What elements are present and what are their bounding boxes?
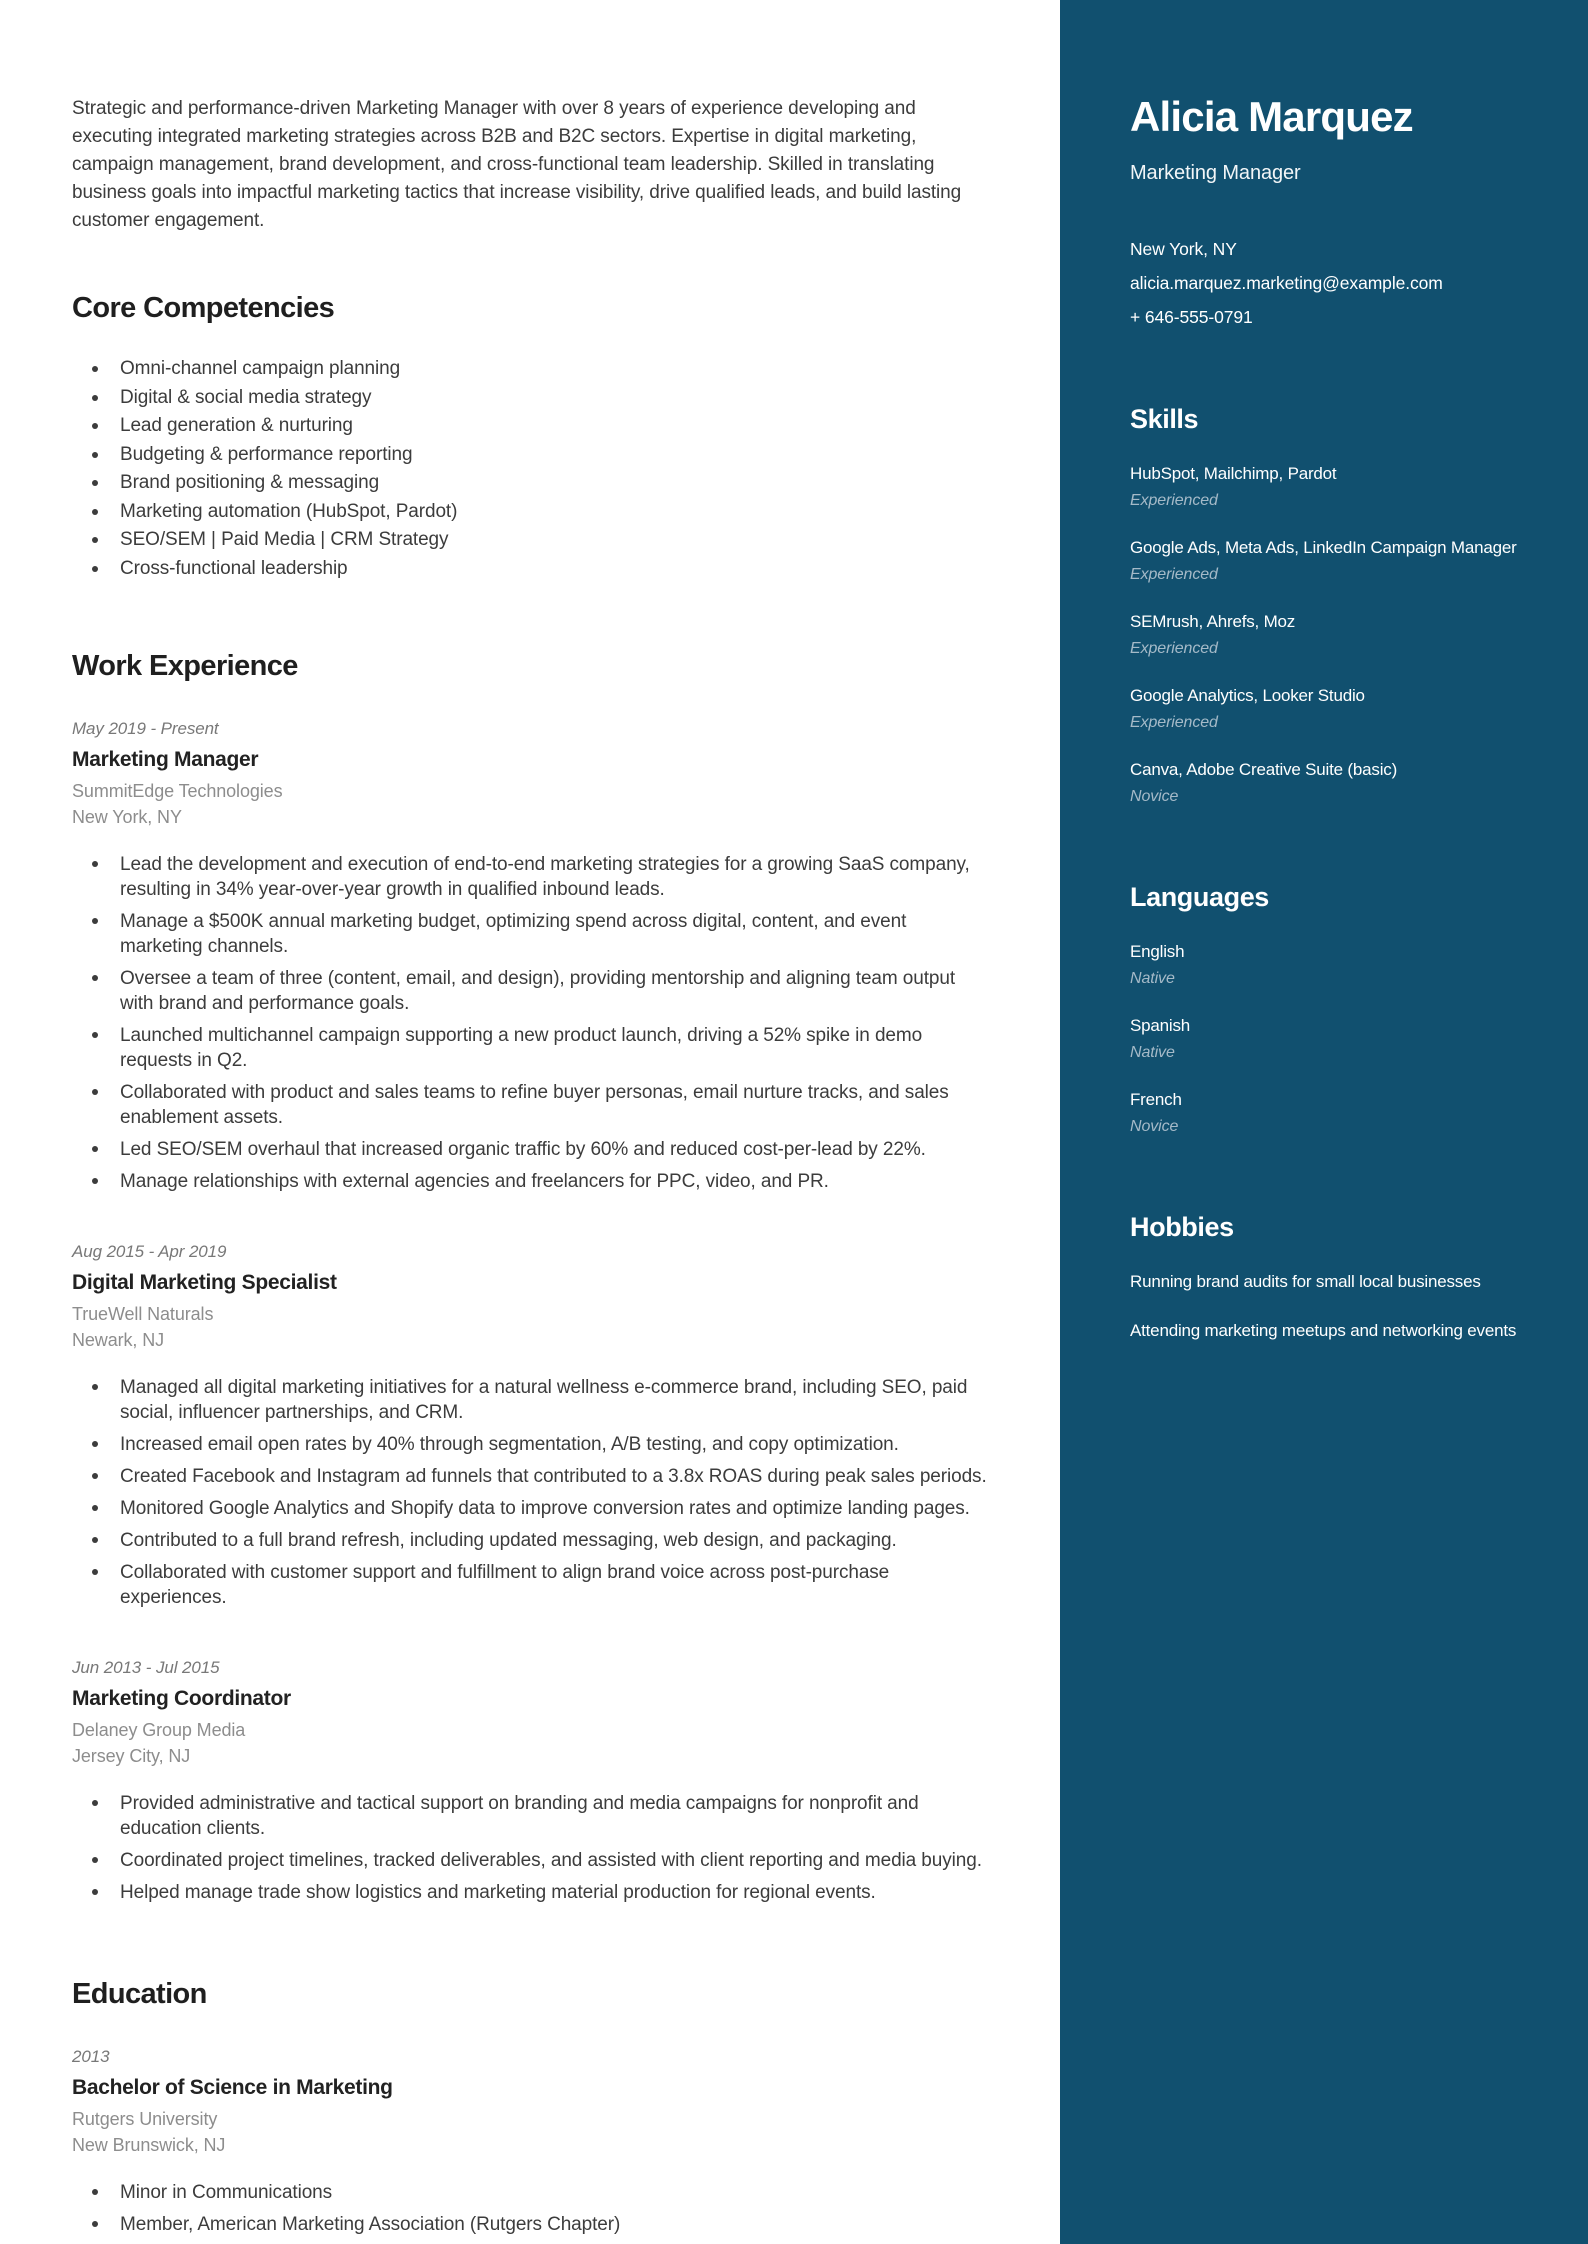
language-group [1130, 1014, 1524, 1062]
skill-group [1130, 610, 1524, 658]
section-title-skills: Skills [1130, 404, 1199, 434]
education-bullet: Minor in Communications [72, 2180, 992, 2205]
section-title-hobbies: Hobbies [1130, 1212, 1234, 1242]
job-dates: May 2019 - Present [72, 719, 219, 738]
job-bullet: Created Facebook and Instagram ad funnels that contributed to a 3.8x ROAS during peak sales periods. [72, 1464, 992, 1489]
skill-level: Novice [1130, 788, 1179, 805]
skill-level: Experienced [1130, 640, 1218, 657]
job-company: Delaney Group Media [72, 1720, 246, 1740]
job-bullet: Led SEO/SEM overhaul that increased organic traffic by 60% and reduced cost-per-lead by 22%. [72, 1137, 992, 1162]
person-name: Alicia Marquez [1130, 93, 1413, 140]
language-group [1130, 1088, 1524, 1136]
job-bullet: Collaborated with product and sales teams to refine buyer personas, email nurture tracks, and sales enablement assets. [72, 1080, 992, 1130]
job-bullet-list [72, 1375, 992, 1610]
person-job-title: Marketing Manager [1130, 162, 1301, 184]
language-name: English [1130, 942, 1185, 961]
job-company: TrueWell Naturals [72, 1304, 214, 1324]
skill-name: SEMrush, Ahrefs, Moz [1130, 612, 1296, 631]
skill-name: Google Ads, Meta Ads, LinkedIn Campaign Manager [1130, 538, 1517, 557]
job-bullet: Oversee a team of three (content, email, and design), providing mentorship and aligning team output with brand and performance goals. [72, 966, 992, 1016]
job-bullet: Launched multichannel campaign supporting a new product launch, driving a 52% spike in demo requests in Q2. [72, 1023, 992, 1073]
education-degree: Bachelor of Science in Marketing [72, 2076, 393, 2099]
job-entry [72, 1242, 992, 1610]
job-dates: Jun 2013 - Jul 2015 [72, 1658, 220, 1677]
job-title: Marketing Coordinator [72, 1687, 291, 1710]
skill-level: Experienced [1130, 492, 1218, 509]
competency-item: SEO/SEM | Paid Media | CRM Strategy [72, 526, 992, 555]
job-bullet: Helped manage trade show logistics and marketing material production for regional events. [72, 1880, 992, 1905]
job-bullet: Collaborated with customer support and fulfillment to align brand voice across post-purchase experiences. [72, 1560, 992, 1610]
language-name: French [1130, 1090, 1182, 1109]
main-column [72, 0, 992, 2244]
job-bullet: Monitored Google Analytics and Shopify data to improve conversion rates and optimize landing pages. [72, 1496, 992, 1521]
job-title: Marketing Manager [72, 748, 259, 771]
job-title: Digital Marketing Specialist [72, 1271, 337, 1294]
competency-item: Digital & social media strategy [72, 384, 992, 413]
job-bullet: Contributed to a full brand refresh, including updated messaging, web design, and packaging. [72, 1528, 992, 1553]
job-bullet: Provided administrative and tactical support on branding and media campaigns for nonprofit and education clients. [72, 1791, 992, 1841]
job-location: Jersey City, NJ [72, 1746, 191, 1766]
competency-item: Lead generation & nurturing [72, 412, 992, 441]
contact-phone: + 646-555-0791 [1130, 307, 1253, 327]
contact-block [1130, 239, 1524, 328]
job-entry [72, 719, 992, 1194]
section-title-core-competencies: Core Competencies [72, 292, 335, 324]
hobby-item: Attending marketing meetups and networking events [1130, 1321, 1517, 1340]
language-group [1130, 940, 1524, 988]
competency-item: Brand positioning & messaging [72, 469, 992, 498]
job-bullet-list [72, 852, 992, 1194]
language-name: Spanish [1130, 1016, 1191, 1035]
job-bullet: Manage a $500K annual marketing budget, optimizing spend across digital, content, and event marketing channels. [72, 909, 992, 959]
job-dates: Aug 2015 - Apr 2019 [72, 1242, 227, 1261]
education-dates: 2013 [72, 2047, 110, 2066]
job-bullet: Manage relationships with external agencies and freelancers for PPC, video, and PR. [72, 1169, 992, 1194]
job-entry [72, 1658, 992, 1905]
contact-location: New York, NY [1130, 239, 1237, 259]
education-entry [72, 2047, 992, 2237]
job-location: Newark, NJ [72, 1330, 165, 1350]
job-bullet: Lead the development and execution of end-to-end marketing strategies for a growing SaaS company, resulting in 34% year-over-year growth in qualified inbound leads. [72, 852, 992, 902]
skill-level: Experienced [1130, 566, 1218, 583]
skill-group [1130, 536, 1524, 584]
job-location: New York, NY [72, 807, 182, 827]
job-bullet: Coordinated project timelines, tracked deliverables, and assisted with client reporting and media buying. [72, 1848, 992, 1873]
job-company: SummitEdge Technologies [72, 781, 283, 801]
skill-group [1130, 684, 1524, 732]
education-bullet-list [72, 2180, 992, 2237]
competency-item: Cross-functional leadership [72, 555, 992, 584]
competency-item: Marketing automation (HubSpot, Pardot) [72, 498, 992, 527]
job-bullet: Managed all digital marketing initiatives for a natural wellness e-commerce brand, including SEO, paid social, influencer partnerships, and CRM. [72, 1375, 992, 1425]
skill-group [1130, 462, 1524, 510]
education-school: Rutgers University [72, 2109, 218, 2129]
section-title-work-experience: Work Experience [72, 650, 298, 682]
skill-level: Experienced [1130, 714, 1218, 731]
competency-item: Omni-channel campaign planning [72, 355, 992, 384]
section-title-languages: Languages [1130, 882, 1269, 912]
education-bullet: Member, American Marketing Association (Rutgers Chapter) [72, 2212, 992, 2237]
job-bullet-list [72, 1791, 992, 1905]
skill-group [1130, 758, 1524, 806]
skill-name: Canva, Adobe Creative Suite (basic) [1130, 760, 1398, 779]
skill-name: HubSpot, Mailchimp, Pardot [1130, 464, 1337, 483]
section-title-education: Education [72, 1978, 207, 2010]
skill-name: Google Analytics, Looker Studio [1130, 686, 1365, 705]
sidebar [1060, 0, 1588, 2244]
education-location: New Brunswick, NJ [72, 2135, 226, 2155]
competency-item: Budgeting & performance reporting [72, 441, 992, 470]
core-competencies-list [72, 355, 992, 583]
contact-email: alicia.marquez.marketing@example.com [1130, 273, 1443, 293]
language-level: Native [1130, 1044, 1175, 1061]
summary-paragraph: Strategic and performance-driven Marketing Manager with over 8 years of experience developing and executing integrated marketing strategies across B2B and B2C sectors. Expertise in digital marketing, campaign management, brand development, and cross-functional team leadership. Skilled in translating business goals into impactful marketing tactics that increase visibility, drive qualified leads, and build lasting customer engagement. [72, 98, 962, 231]
language-level: Native [1130, 970, 1175, 987]
hobby-item: Running brand audits for small local businesses [1130, 1272, 1481, 1291]
language-level: Novice [1130, 1118, 1179, 1135]
job-bullet: Increased email open rates by 40% through segmentation, A/B testing, and copy optimization. [72, 1432, 992, 1457]
